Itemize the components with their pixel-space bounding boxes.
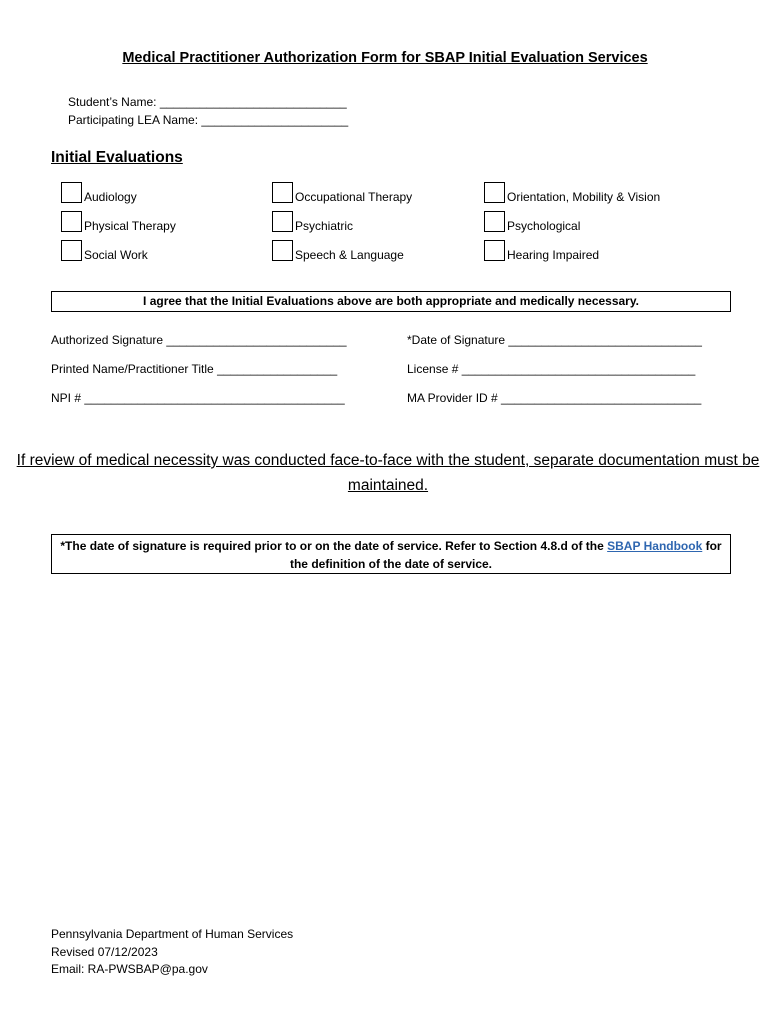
date-of-signature-note: [51, 534, 731, 574]
checkbox-item-orientation-mobility-vision[interactable]: [484, 179, 660, 203]
checkbox-label: Psychiatric: [295, 219, 354, 233]
psychological-checkbox[interactable]: [484, 211, 505, 232]
checkbox-label: Speech & Language: [295, 248, 404, 262]
npi-field[interactable]: NPI # _______________________________________: [51, 391, 345, 405]
hearing-impaired-checkbox[interactable]: [484, 240, 505, 261]
face-to-face-notice: If review of medical necessity was conducted face-to-face with the student, separate documentation must be maintained.: [16, 452, 760, 494]
social-work-checkbox[interactable]: [61, 240, 82, 261]
checkbox-label: Social Work: [84, 248, 148, 262]
ma-provider-id-field[interactable]: MA Provider ID # ______________________________: [407, 391, 702, 405]
printed-name-field[interactable]: Printed Name/Practitioner Title __________________: [51, 362, 338, 376]
note-text-before: *The date of signature is required prior to or on the date of service. Refer to Section 4.8.d of the: [60, 539, 608, 553]
checkbox-label: Physical Therapy: [84, 219, 176, 233]
footer-revised-date: Revised 07/12/2023: [51, 944, 158, 959]
agreement-statement: I agree that the Initial Evaluations above are both appropriate and medically necessary.: [51, 291, 731, 312]
section-heading-initial-evaluations: Initial Evaluations: [51, 149, 183, 166]
lea-name-field[interactable]: Participating LEA Name: ______________________: [68, 113, 349, 127]
physical-therapy-checkbox[interactable]: [61, 211, 82, 232]
authorized-signature-field[interactable]: Authorized Signature ___________________________: [51, 333, 347, 347]
license-field[interactable]: License # ___________________________________: [407, 362, 696, 376]
checkbox-item-psychiatric[interactable]: [272, 208, 353, 232]
checkbox-item-audiology[interactable]: [61, 179, 137, 203]
checkbox-label: Orientation, Mobility & Vision: [507, 190, 661, 204]
checkbox-item-social-work[interactable]: [61, 237, 148, 261]
speech-language-checkbox[interactable]: [272, 240, 293, 261]
form-title: Medical Practitioner Authorization Form for SBAP Initial Evaluation Services: [122, 50, 648, 66]
checkbox-item-physical-therapy[interactable]: [61, 208, 176, 232]
note-text-after: for the definition of the date of service.: [289, 539, 722, 571]
checkbox-label: Audiology: [84, 190, 137, 204]
orientation-mobility-vision-checkbox[interactable]: [484, 182, 505, 203]
sbap-handbook-link[interactable]: SBAP Handbook: [607, 539, 703, 553]
checkbox-item-occupational-therapy[interactable]: [272, 179, 412, 203]
checkbox-label: Hearing Impaired: [507, 248, 600, 262]
checkbox-item-psychological[interactable]: [484, 208, 580, 232]
checkbox-item-speech-language[interactable]: [272, 237, 404, 261]
student-name-field[interactable]: Student’s Name: ____________________________: [68, 95, 347, 109]
occupational-therapy-checkbox[interactable]: [272, 182, 293, 203]
checkbox-item-hearing-impaired[interactable]: [484, 237, 599, 261]
footer-email: Email: RA-PWSBAP@pa.gov: [51, 962, 208, 976]
footer: [51, 926, 293, 979]
audiology-checkbox[interactable]: [61, 182, 82, 203]
date-of-signature-field[interactable]: *Date of Signature _____________________________: [407, 333, 702, 347]
footer-department: Pennsylvania Department of Human Services: [51, 927, 294, 941]
checkbox-label: Occupational Therapy: [295, 190, 413, 204]
checkbox-label: Psychological: [507, 219, 581, 233]
psychiatric-checkbox[interactable]: [272, 211, 293, 232]
